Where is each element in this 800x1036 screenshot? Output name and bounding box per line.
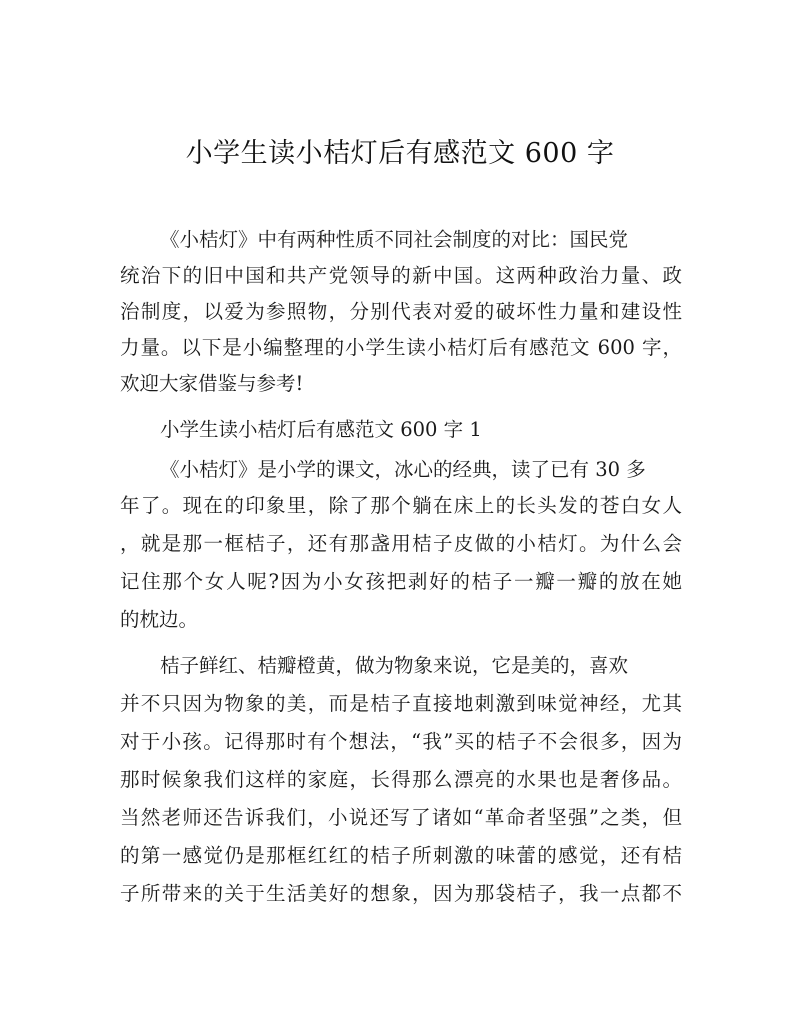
paragraph-line: 那时候象我们这样的家庭，长得那么漂亮的水果也是奢侈品。 [120, 768, 682, 791]
paragraph-line: 《小桔灯》中有两种性质不同社会制度的对比：国民党 [160, 228, 629, 251]
paragraph-line: 当然老师还告诉我们，小说还写了诸如“革命者坚强”之类，但 [120, 806, 682, 829]
paragraph-line: 的枕边。 [120, 608, 199, 631]
paragraph-line: 《小桔灯》是小学的课文，冰心的经典，读了已有 30 多 [160, 458, 646, 481]
paragraph-line: 桔子鲜红、桔瓣橙黄，做为物象来说，它是美的，喜欢 [160, 654, 629, 677]
paragraph-line: ，就是那一框桔子，还有那盏用桔子皮做的小桔灯。为什么会 [120, 532, 682, 555]
paragraph-line: 年了。现在的印象里，除了那个躺在床上的长头发的苍白女人 [120, 494, 682, 517]
paragraph-line: 治制度，以爱为参照物，分别代表对爱的破坏性力量和建设性 [120, 300, 682, 323]
paragraph-line: 记住那个女人呢?因为小女孩把剥好的桔子一瓣一瓣的放在她 [120, 570, 682, 593]
paragraph-line: 子所带来的关于生活美好的想象，因为那袋桔子，我一点都不 [120, 882, 682, 905]
paragraph-line: 力量。以下是小编整理的小学生读小桔灯后有感范文 600 字， [120, 336, 682, 359]
paragraph-line: 的第一感觉仍是那框红红的桔子所刺激的味蕾的感觉，还有桔 [120, 844, 682, 867]
page-title: 小学生读小桔灯后有感范文 600 字 [185, 138, 615, 169]
paragraph-line: 统治下的旧中国和共产党领导的新中国。这两种政治力量、政 [120, 264, 682, 287]
paragraph-line: 欢迎大家借鉴与参考! [120, 372, 304, 395]
paragraph-line: 并不只因为物象的美，而是桔子直接地刺激到味觉神经，尤其 [120, 692, 682, 715]
paragraph-line: 对于小孩。记得那时有个想法，“我”买的桔子不会很多，因为 [120, 730, 682, 753]
section-heading: 小学生读小桔灯后有感范文 600 字 1 [160, 418, 482, 441]
